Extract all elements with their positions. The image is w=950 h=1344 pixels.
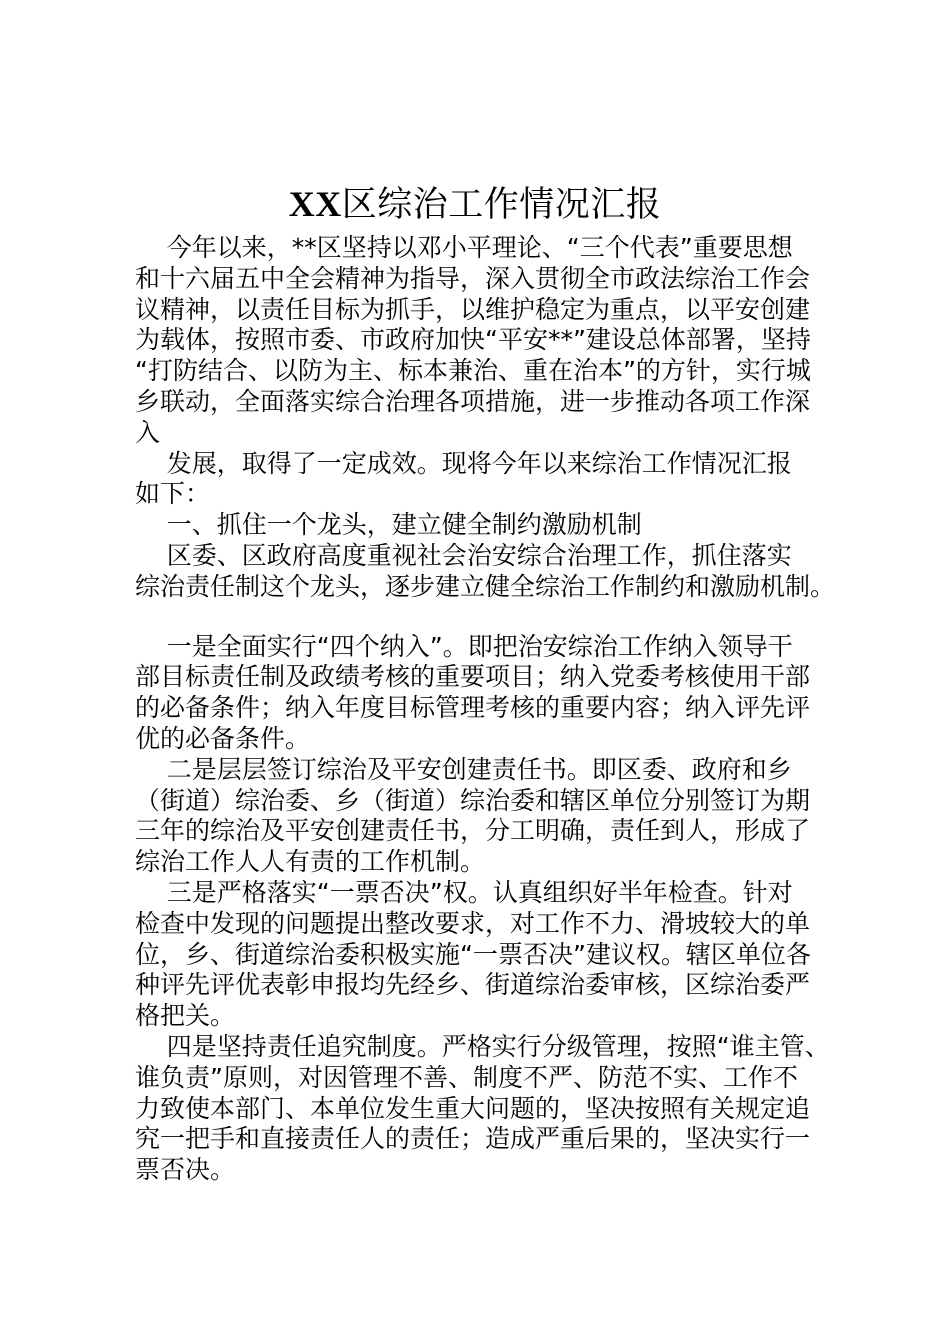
paragraph-point-1 (135, 632, 835, 755)
text-line: “打防结合、以防为主、标本兼治、重在治本”的方针，实行城 (135, 356, 811, 386)
title-text: 区综治工作情况汇报 (341, 185, 662, 225)
document-title (0, 178, 950, 231)
text-line: 力致使本部门、本单位发生重大问题的，坚决按照有关规定追 (135, 1093, 811, 1123)
paragraph-point-4 (135, 1032, 835, 1186)
text-line: 种评先评优表彰申报均先经乡、街道综治委审核，区综治委严 (135, 970, 811, 1000)
text-line: 今年以来，**区坚持以邓小平理论、“三个代表”重要思想 (135, 233, 793, 262)
text-line: 优的必备条件。 (135, 723, 311, 753)
text-line: 和十六届五中全会精神为指导，深入贯彻全市政法综治工作会 (135, 263, 811, 293)
text-line: 票否决。 (135, 1155, 236, 1185)
text-line: 区委、区政府高度重视社会治安综合治理工作，抓住落实 (135, 540, 792, 570)
text-line: 三年的综治及平安创建责任书，分工明确，责任到人，形成了 (135, 816, 811, 846)
text-line: 谁负责”原则，对因管理不善、制度不严、防范不实、工作不 (135, 1062, 798, 1092)
text-line: 入 (135, 417, 161, 447)
paragraph-intro-continued (135, 449, 835, 511)
text-line: 格把关。 (135, 1001, 236, 1031)
paragraph-section-1-overview (135, 541, 835, 603)
text-line: 为载体，按照市委、市政府加快“平安**”建设总体部署，坚持 (135, 325, 811, 355)
text-line: 综治工作人人有责的工作机制。 (135, 847, 486, 877)
text-line: 一是全面实行“四个纳入”。即把治安综治工作纳入领导干 (135, 631, 793, 661)
text-line: 检查中发现的问题提出整改要求，对工作不力、滑坡较大的单 (135, 908, 811, 938)
text-line: 的必备条件；纳入年度目标管理考核的重要内容；纳入评先评 (135, 693, 811, 723)
section-heading-1 (135, 510, 835, 541)
text-line: 三是严格落实“一票否决”权。认真组织好半年检查。针对 (135, 877, 793, 907)
text-line: 部目标责任制及政绩考核的重要项目；纳入党委考核使用干部 (135, 662, 811, 692)
title-latin: XX (288, 184, 342, 224)
paragraph-point-2 (135, 755, 835, 878)
text-line: 四是坚持责任追究制度。严格实行分级管理，按照“谁主管、 (135, 1031, 830, 1061)
text-line: 乡联动，全面落实综合治理各项措施，进一步推动各项工作深 (135, 386, 811, 416)
text-line: 究一把手和直接责任人的责任；造成严重后果的，坚决实行一 (135, 1124, 811, 1154)
document-body (135, 233, 835, 1186)
text-line: 综治责任制这个龙头，逐步建立健全综治工作制约和激励机制。 (135, 571, 836, 601)
text-line: 议精神，以责任目标为抓手，以维护稳定为重点，以平安创建 (135, 294, 811, 324)
text-line: 发展，取得了一定成效。现将今年以来综治工作情况汇报 (135, 448, 792, 478)
paragraph-intro (135, 233, 835, 449)
text-line: （街道）综治委、乡（街道）综治委和辖区单位分别签订为期 (135, 785, 811, 815)
text-line: 如下： (135, 479, 211, 509)
text-line: 二是层层签订综治及平安创建责任书。即区委、政府和乡 (135, 754, 792, 784)
paragraph-point-3 (135, 878, 835, 1032)
paragraph-gap (135, 603, 835, 632)
text-line: 一、抓住一个龙头，建立健全制约激励机制 (135, 510, 642, 540)
text-line: 位，乡、街道综治委积极实施“一票否决”建议权。辖区单位各 (135, 939, 811, 969)
